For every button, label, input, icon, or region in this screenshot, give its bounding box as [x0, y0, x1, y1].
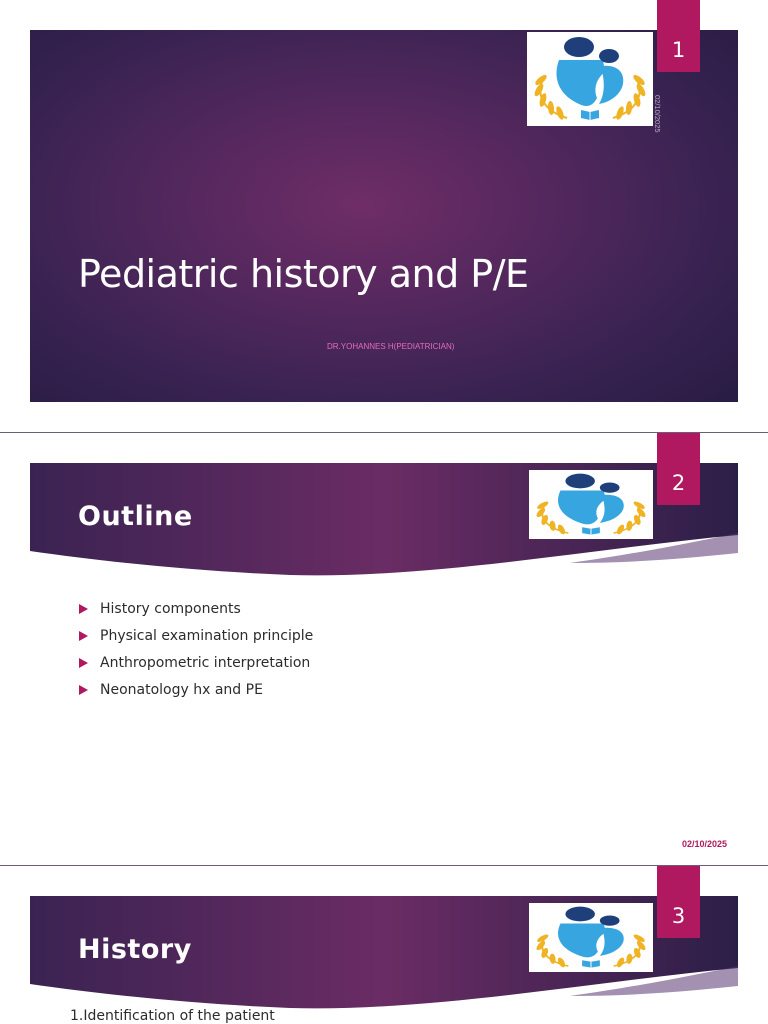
triangle-bullet-icon	[79, 658, 88, 668]
bullet-item	[78, 682, 313, 709]
slide-title: History	[78, 934, 192, 965]
bullet-text: Anthropometric interpretation	[100, 655, 311, 671]
slide-number-tag: 3	[657, 866, 700, 938]
slide-page-3[interactable]	[0, 866, 768, 1024]
bullet-item	[78, 628, 313, 655]
bullet-text: Physical examination principle	[100, 628, 314, 644]
slide-page-1[interactable]	[0, 0, 768, 432]
mother-child-logo-icon	[529, 903, 653, 972]
slide-title: Pediatric history and P/E	[78, 252, 529, 296]
slide-page-2[interactable]	[0, 433, 768, 865]
mother-child-logo-icon	[529, 470, 653, 539]
slide-number-tag: 1	[657, 0, 700, 72]
slide-subtitle: DR.YOHANNES H(PEDIATRICIAN)	[327, 342, 455, 351]
outline-bullet-list	[78, 601, 313, 709]
mother-child-logo-icon	[527, 32, 653, 126]
slide-footer-date: 02/10/2025	[681, 839, 727, 849]
bullet-item	[78, 655, 313, 682]
bullet-text: History components	[100, 601, 241, 617]
slide-number-tag: 2	[657, 433, 700, 505]
slide-date: 02/10/2025	[653, 95, 662, 133]
triangle-bullet-icon	[79, 604, 88, 614]
triangle-bullet-icon	[79, 631, 88, 641]
triangle-bullet-icon	[79, 685, 88, 695]
slide-title: Outline	[78, 501, 193, 532]
bullet-text: Neonatology hx and PE	[100, 682, 263, 698]
slide-body-text: 1.Identification of the patient	[70, 1008, 275, 1024]
bullet-item	[78, 601, 313, 628]
